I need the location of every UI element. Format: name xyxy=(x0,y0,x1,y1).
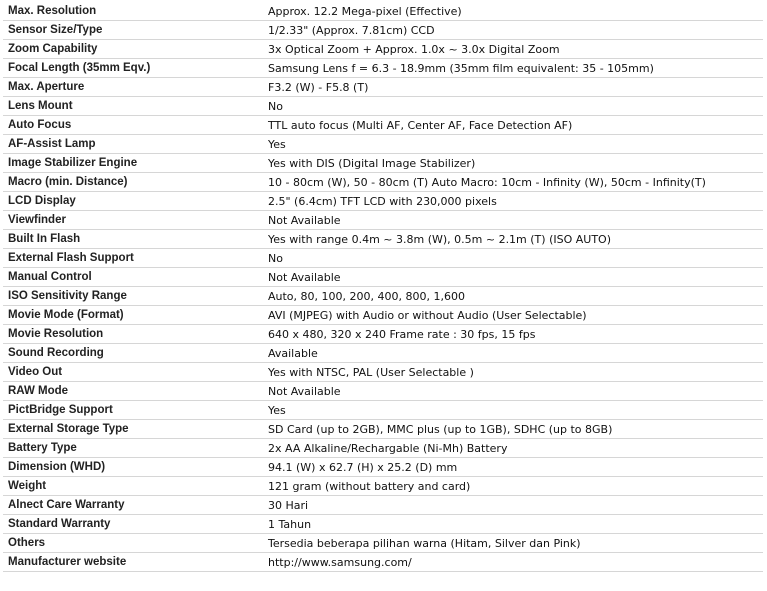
spec-row xyxy=(3,154,763,173)
spec-table xyxy=(3,2,763,572)
spec-value: Not Available xyxy=(263,268,763,287)
manufacturer-website-link[interactable]: http://www.samsung.com/ xyxy=(263,553,763,572)
spec-value: 30 Hari xyxy=(263,496,763,515)
spec-value: Yes with range 0.4m ~ 3.8m (W), 0.5m ~ 2.1m (T) (ISO AUTO) xyxy=(263,230,763,249)
spec-label: ISO Sensitivity Range xyxy=(3,287,263,306)
spec-value: AVI (MJPEG) with Audio or without Audio (User Selectable) xyxy=(263,306,763,325)
spec-label: RAW Mode xyxy=(3,382,263,401)
spec-row xyxy=(3,496,763,515)
spec-label: Sound Recording xyxy=(3,344,263,363)
spec-label: Viewfinder xyxy=(3,211,263,230)
spec-row xyxy=(3,116,763,135)
spec-row xyxy=(3,458,763,477)
spec-row xyxy=(3,515,763,534)
spec-row xyxy=(3,2,763,21)
spec-value: No xyxy=(263,249,763,268)
spec-row xyxy=(3,268,763,287)
spec-row xyxy=(3,135,763,154)
spec-label: AF-Assist Lamp xyxy=(3,135,263,154)
spec-value: Yes with DIS (Digital Image Stabilizer) xyxy=(263,154,763,173)
spec-value: TTL auto focus (Multi AF, Center AF, Face Detection AF) xyxy=(263,116,763,135)
spec-value: 10 - 80cm (W), 50 - 80cm (T) Auto Macro: 10cm - Infinity (W), 50cm - Infinity(T) xyxy=(263,173,763,192)
spec-label: External Flash Support xyxy=(3,249,263,268)
spec-value: 640 x 480, 320 x 240 Frame rate : 30 fps, 15 fps xyxy=(263,325,763,344)
spec-row xyxy=(3,230,763,249)
spec-row xyxy=(3,306,763,325)
spec-label: Weight xyxy=(3,477,263,496)
spec-row-manufacturer-website xyxy=(3,553,763,572)
spec-value: Yes xyxy=(263,135,763,154)
spec-label: Standard Warranty xyxy=(3,515,263,534)
spec-value: F3.2 (W) - F5.8 (T) xyxy=(263,78,763,97)
spec-label: Dimension (WHD) xyxy=(3,458,263,477)
spec-label: Others xyxy=(3,534,263,553)
spec-label: Manual Control xyxy=(3,268,263,287)
spec-value: Available xyxy=(263,344,763,363)
spec-label: Battery Type xyxy=(3,439,263,458)
spec-value: 3x Optical Zoom + Approx. 1.0x ~ 3.0x Digital Zoom xyxy=(263,40,763,59)
spec-value: Tersedia beberapa pilihan warna (Hitam, Silver dan Pink) xyxy=(263,534,763,553)
spec-value: SD Card (up to 2GB), MMC plus (up to 1GB), SDHC (up to 8GB) xyxy=(263,420,763,439)
spec-label: Macro (min. Distance) xyxy=(3,173,263,192)
spec-value: 1 Tahun xyxy=(263,515,763,534)
spec-value: Yes xyxy=(263,401,763,420)
spec-value: Auto, 80, 100, 200, 400, 800, 1,600 xyxy=(263,287,763,306)
spec-value: Samsung Lens f = 6.3 - 18.9mm (35mm film equivalent: 35 - 105mm) xyxy=(263,59,763,78)
spec-row xyxy=(3,382,763,401)
spec-label: Auto Focus xyxy=(3,116,263,135)
spec-row xyxy=(3,477,763,496)
spec-row xyxy=(3,534,763,553)
spec-row xyxy=(3,344,763,363)
spec-row xyxy=(3,439,763,458)
spec-value: 121 gram (without battery and card) xyxy=(263,477,763,496)
spec-label: LCD Display xyxy=(3,192,263,211)
spec-row xyxy=(3,401,763,420)
spec-row xyxy=(3,287,763,306)
spec-label: Focal Length (35mm Eqv.) xyxy=(3,59,263,78)
spec-row xyxy=(3,97,763,116)
spec-label: Lens Mount xyxy=(3,97,263,116)
spec-label: Movie Resolution xyxy=(3,325,263,344)
spec-value: 2.5" (6.4cm) TFT LCD with 230,000 pixels xyxy=(263,192,763,211)
spec-row xyxy=(3,249,763,268)
spec-value: No xyxy=(263,97,763,116)
spec-label: Zoom Capability xyxy=(3,40,263,59)
spec-label: Manufacturer website xyxy=(3,553,263,572)
spec-row xyxy=(3,78,763,97)
spec-value: 2x AA Alkaline/Rechargable (Ni-Mh) Battery xyxy=(263,439,763,458)
spec-label: Image Stabilizer Engine xyxy=(3,154,263,173)
spec-row xyxy=(3,192,763,211)
spec-row xyxy=(3,59,763,78)
spec-value: Not Available xyxy=(263,382,763,401)
spec-label: Max. Resolution xyxy=(3,2,263,21)
spec-table-body xyxy=(3,2,763,572)
spec-row xyxy=(3,363,763,382)
spec-label: Sensor Size/Type xyxy=(3,21,263,40)
spec-label: Movie Mode (Format) xyxy=(3,306,263,325)
spec-value: 94.1 (W) x 62.7 (H) x 25.2 (D) mm xyxy=(263,458,763,477)
spec-label: PictBridge Support xyxy=(3,401,263,420)
spec-row xyxy=(3,173,763,192)
spec-value: Yes with NTSC, PAL (User Selectable ) xyxy=(263,363,763,382)
spec-row xyxy=(3,21,763,40)
spec-label: Built In Flash xyxy=(3,230,263,249)
spec-value: 1/2.33" (Approx. 7.81cm) CCD xyxy=(263,21,763,40)
spec-row xyxy=(3,40,763,59)
spec-label: External Storage Type xyxy=(3,420,263,439)
spec-label: Video Out xyxy=(3,363,263,382)
spec-row xyxy=(3,420,763,439)
spec-row xyxy=(3,325,763,344)
spec-value: Not Available xyxy=(263,211,763,230)
spec-row xyxy=(3,211,763,230)
spec-label: Alnect Care Warranty xyxy=(3,496,263,515)
spec-value: Approx. 12.2 Mega-pixel (Effective) xyxy=(263,2,763,21)
spec-label: Max. Aperture xyxy=(3,78,263,97)
